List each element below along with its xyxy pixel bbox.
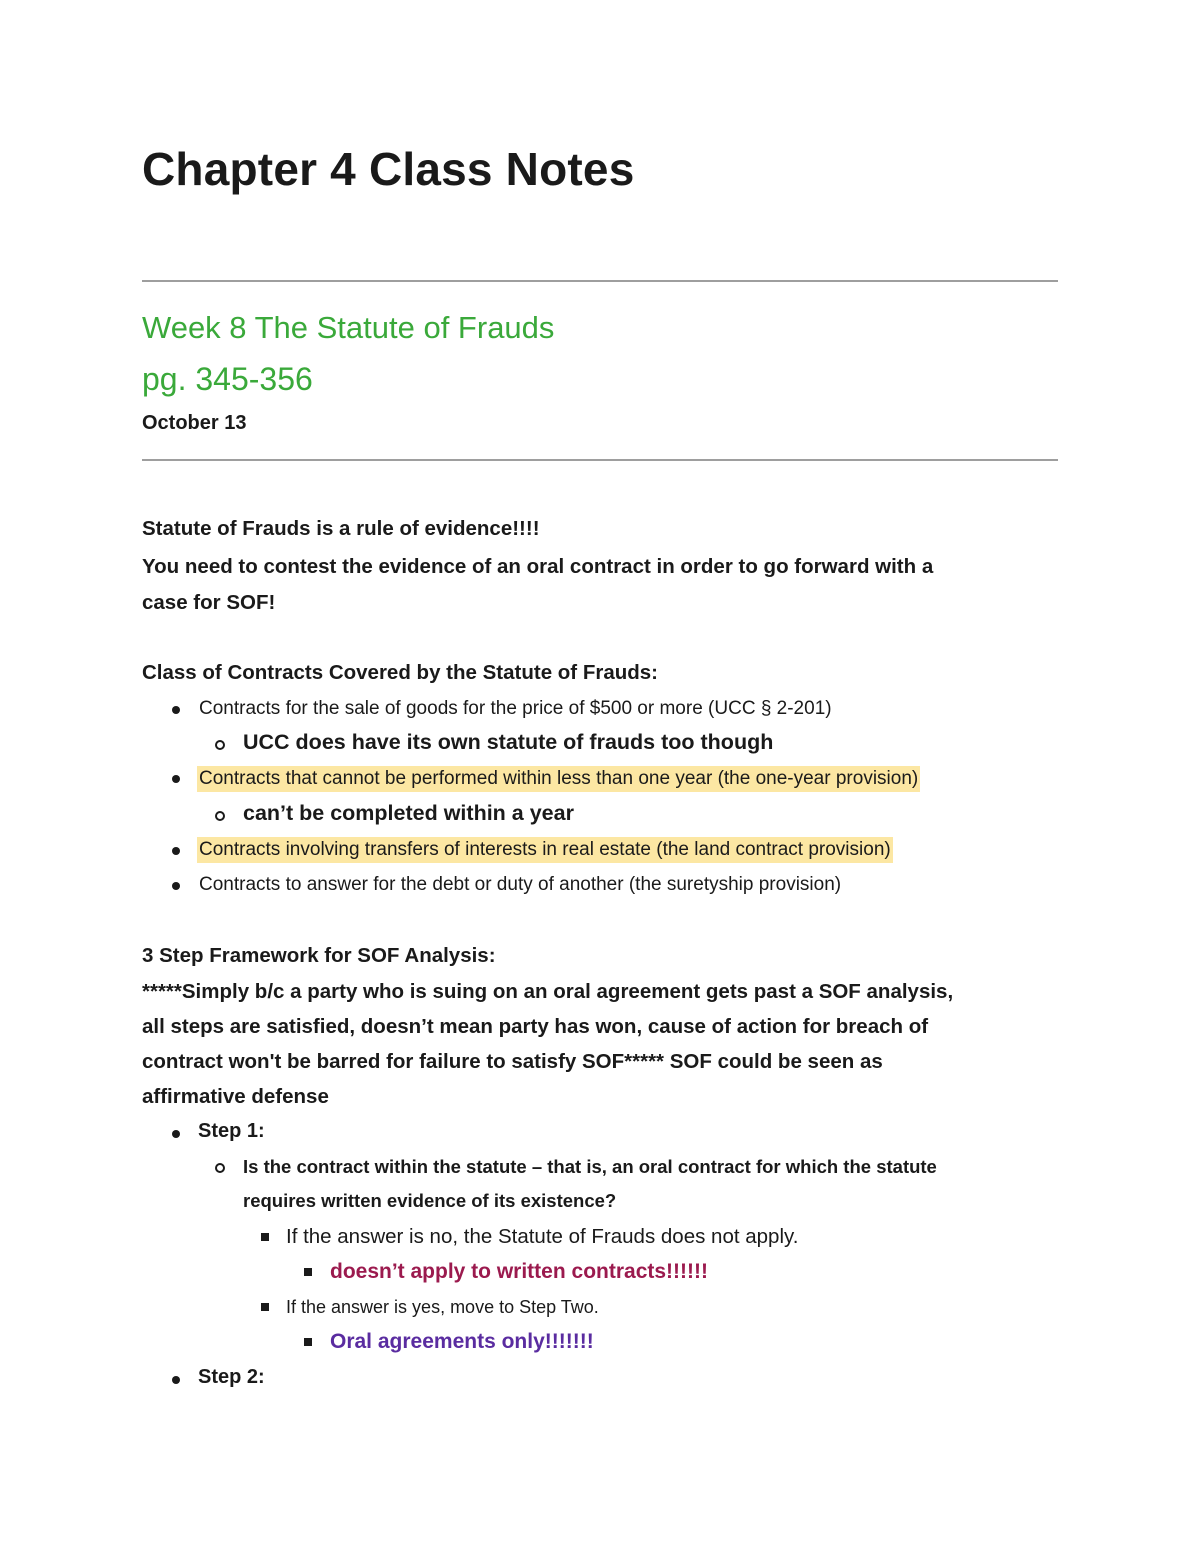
square-bullet-icon	[304, 1268, 312, 1276]
framework-note-3: contract won't be barred for failure to satisfy SOF***** SOF could be seen as	[142, 1050, 883, 1073]
disc-bullet-icon	[172, 882, 180, 890]
divider-top	[142, 280, 1058, 282]
contract-item-suretyship: Contracts to answer for the debt or duty of another (the suretyship provision)	[199, 874, 842, 895]
pages-heading: pg. 345-356	[142, 361, 313, 397]
framework-note-4: affirmative defense	[142, 1085, 329, 1108]
answer-yes: If the answer is yes, move to Step Two.	[286, 1297, 599, 1317]
class-heading: Class of Contracts Covered by the Statute of Frauds:	[142, 661, 659, 684]
step1-label: Step 1:	[198, 1120, 265, 1142]
disc-bullet-icon	[172, 1376, 180, 1384]
disc-bullet-icon	[172, 775, 180, 783]
step2-label: Step 2:	[198, 1366, 265, 1388]
circle-bullet-icon	[215, 811, 225, 821]
framework-heading: 3 Step Framework for SOF Analysis:	[142, 944, 496, 967]
intro-line-3: case for SOF!	[142, 591, 276, 614]
answer-yes-note: Oral agreements only!!!!!!!	[330, 1330, 594, 1353]
disc-bullet-icon	[172, 847, 180, 855]
date-label: October 13	[142, 412, 247, 434]
disc-bullet-icon	[172, 706, 180, 714]
square-bullet-icon	[261, 1233, 269, 1241]
circle-bullet-icon	[215, 740, 225, 750]
square-bullet-icon	[304, 1338, 312, 1346]
contract-item-goods: Contracts for the sale of goods for the price of $500 or more (UCC § 2-201)	[199, 698, 832, 719]
contract-item-real-estate: Contracts involving transfers of interests in real estate (the land contract provision)	[197, 837, 893, 863]
framework-note-2: all steps are satisfied, doesn’t mean party has won, cause of action for breach of	[142, 1015, 929, 1038]
answer-no-note: doesn’t apply to written contracts!!!!!!	[330, 1260, 708, 1283]
divider-bottom	[142, 459, 1058, 461]
contract-subitem-ucc: UCC does have its own statute of frauds too though	[243, 730, 774, 754]
answer-no: If the answer is no, the Statute of Frauds does not apply.	[286, 1225, 799, 1248]
disc-bullet-icon	[172, 1130, 180, 1138]
week-heading: Week 8 The Statute of Frauds	[142, 310, 555, 345]
step1-question-line-1: Is the contract within the statute – that is, an oral contract for which the statute	[243, 1156, 937, 1177]
intro-line-1: Statute of Frauds is a rule of evidence!!!!	[142, 517, 540, 540]
square-bullet-icon	[261, 1303, 269, 1311]
page-title: Chapter 4 Class Notes	[142, 143, 635, 195]
step1-question-line-2: requires written evidence of its existence?	[243, 1190, 617, 1211]
contract-subitem-one-year: can’t be completed within a year	[243, 801, 574, 825]
circle-bullet-icon	[215, 1163, 225, 1173]
intro-line-2: You need to contest the evidence of an oral contract in order to go forward with a	[142, 555, 934, 578]
contract-item-one-year: Contracts that cannot be performed within less than one year (the one-year provision)	[197, 766, 920, 792]
framework-note-1: *****Simply b/c a party who is suing on an oral agreement gets past a SOF analysis,	[142, 980, 954, 1003]
